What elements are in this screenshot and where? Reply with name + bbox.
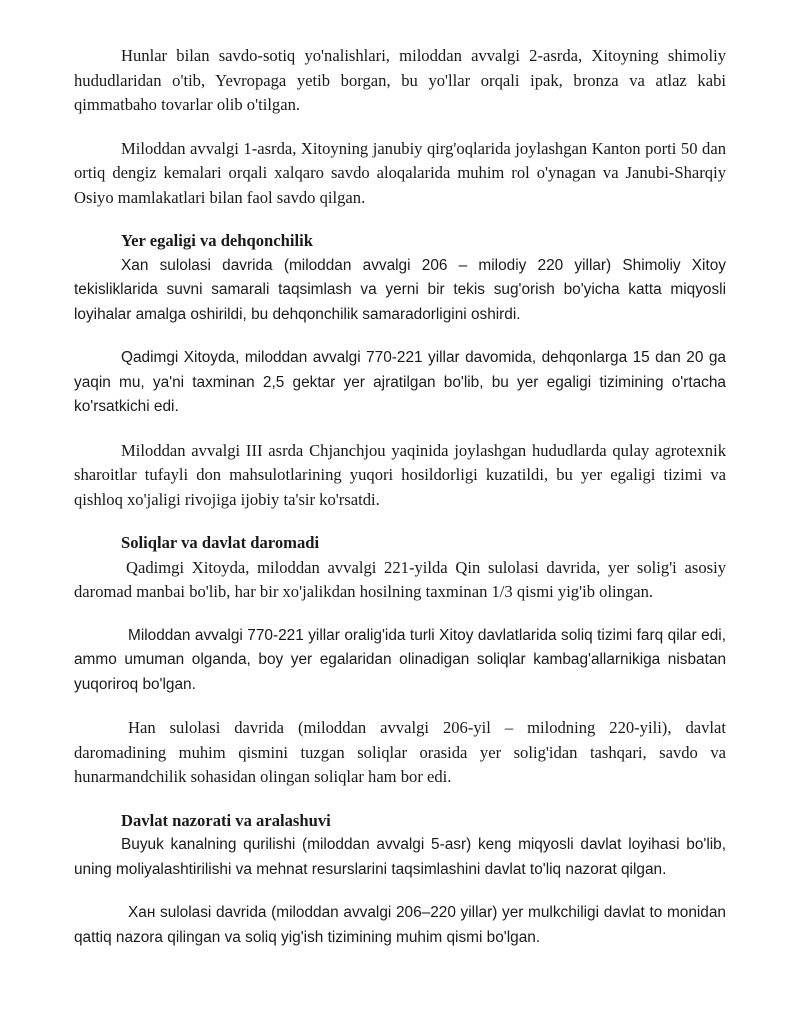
paragraph-han-taxes: Han sulolasi davrida (miloddan avvalgi 206-yil – milodning 220-yili), davlat daromadining muhim qismini tuzgan soliqlar orasida yer solig'idan tashqari, savdo va hunarmandchilik sohasidan olingan soliqlar ham bor edi.: [74, 718, 726, 786]
heading-land-ownership: Yer egaligi va dehqonchilik: [121, 231, 313, 250]
paragraph-land-allocation: Qadimgi Xitoyda, miloddan avvalgi 770-221 yillar davomida, dehqonlarga 15 dan 20 ga yaqin mu, ya'ni taxminan 2,5 gektar yer ajratilgan bo'lib, bu yer egaligi tizimining o'rtacha ko'rsatkichi edi.: [74, 349, 726, 415]
paragraph-grand-canal: Buyuk kanalning qurilishi (miloddan avvalgi 5-asr) keng miqyosli davlat loyihasi bo'lib, uning moliyalashtirilishi va mehnat resurslarini taqsimlashini davlat to'liq nazorat qilgan.: [74, 836, 726, 878]
paragraph-silk-trade: Hunlar bilan savdo-sotiq yo'nalishlari, miloddan avvalgi 2-asrda, Xitoyning shimoliy hududlaridan o'tib, Yevropaga yetib borgan, bu yo'llar orqali ipak, bronza va atlaz kabi qimmatbaho tovarlar olib o'tilgan.: [74, 46, 726, 114]
heading-state-control: Davlat nazorati va aralashuvi: [121, 810, 331, 830]
paragraph-han-land-control: Xан sulolasi davrida (miloddan avvalgi 206–220 yillar) yer mulkchiligi davlat to monidan qattiq nazora qilingan va soliq yig'ish tizimining muhim qismi bo'lgan.: [74, 904, 726, 946]
paragraph-chjanchjou-yield: Miloddan avvalgi III asrda Chjanchjou yaqinida joylashgan hududlarda qulay agrotexnik sharoitlar tufayli don mahsulotlarining yuqori hosildorligi kuzatildi, bu yer egaligi tizimi va qishloq xo'jaligi rivojiga ijobiy ta'sir ko'rsatdi.: [74, 440, 726, 509]
heading-taxes: Soliqlar va davlat daromadi: [121, 533, 320, 552]
paragraph-canton-port: Miloddan avvalgi 1-asrda, Xitoyning janubiy qirg'oqlarida joylashgan Kanton porti 50 dan ortiq dengiz kemalari orqali xalqaro savdo aloqalarida muhim rol o'ynagan va Janubi-Sharqiy Osiyo mamlakatlari bilan faol savdo qilgan.: [74, 138, 726, 207]
paragraph-qin-land-tax: Qadimgi Xitoyda, miloddan avvalgi 221-yilda Qin sulolasi davrida, yer solig'i asosiy daromad manbai bo'lib, har bir xo'jalikdan hosilning taxminan 1/3 qismi yig'ib olingan.: [74, 557, 726, 601]
paragraph-han-irrigation: Xan sulolasi davrida (miloddan avvalgi 206 – milodiy 220 yillar) Shimoliy Xitoy tekisliklarida suvni samarali taqsimlash va yerni bir tekis sug'orish bo'yicha katta miqyosli loyihalar amalga oshirildi, bu dehqonchilik samaradorligini oshirdi.: [74, 256, 726, 323]
document-page: [74, 44, 726, 969]
paragraph-tax-system-diff: Miloddan avvalgi 770-221 yillar oralig'ida turli Xitoy davlatlarida soliq tizimi farq qilar edi, ammo umuman olganda, boy yer egalaridan olinadigan soliqlar kambag'allarnikiga nisbatan yuqoriroq bo'lgan.: [74, 626, 726, 693]
